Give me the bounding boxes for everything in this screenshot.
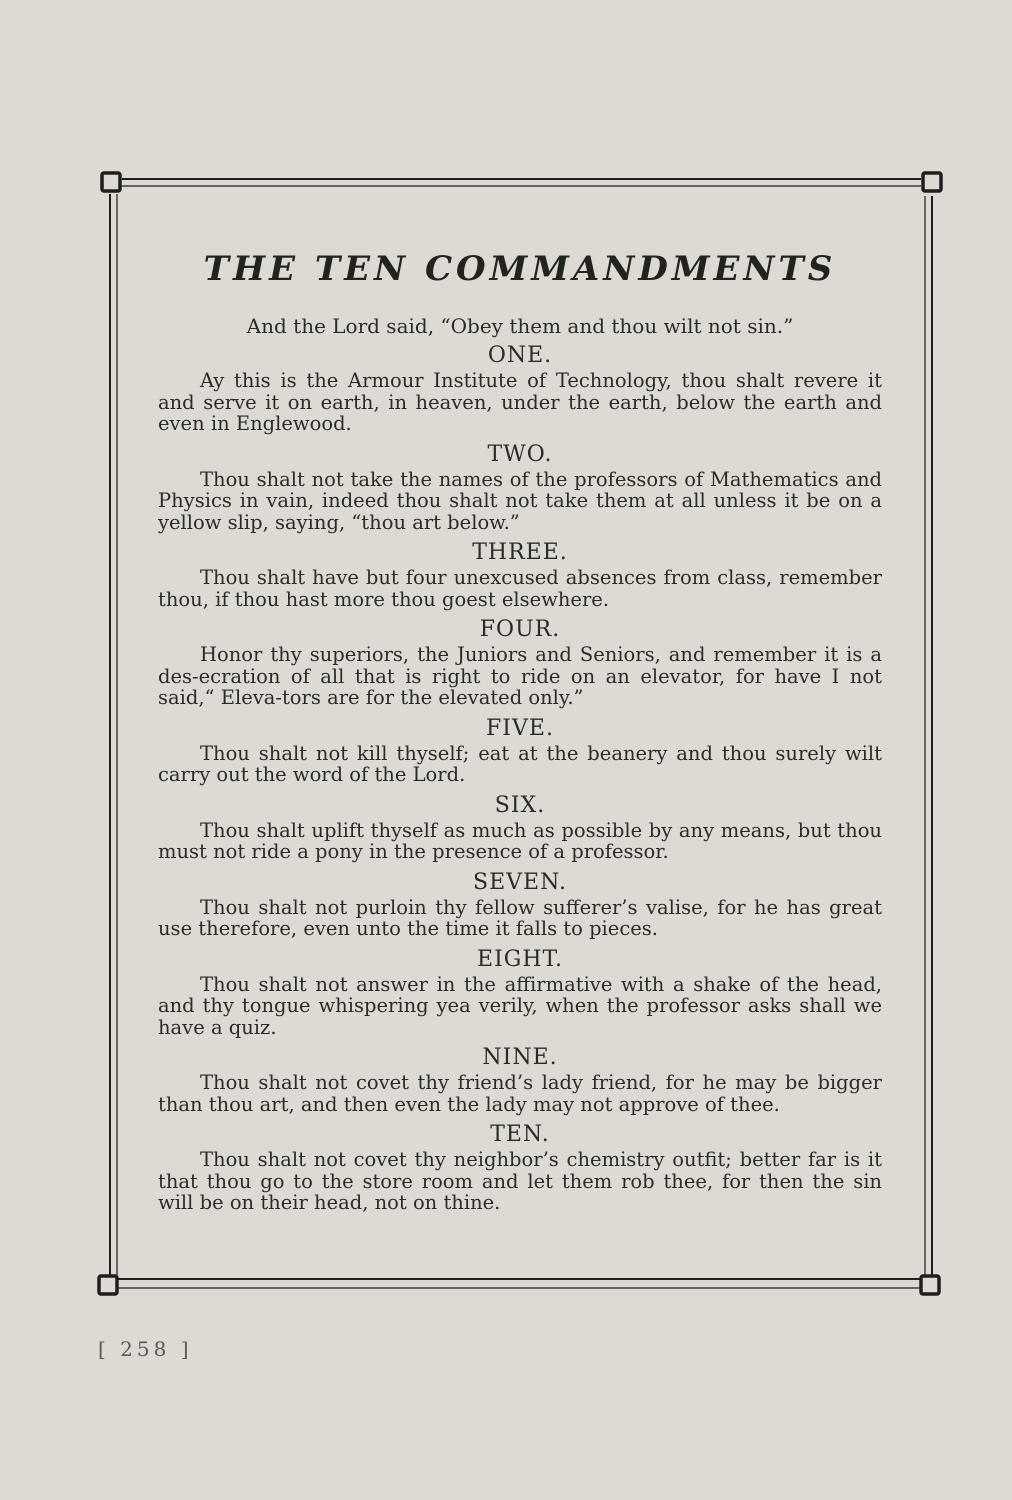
commandment-text: Thou shalt not purloin thy fellow sufferer’s valise, for he has great use therefore, even unto the time it falls to pieces. [158,895,882,940]
commandment-3 [158,541,882,610]
page-subtitle: And the Lord said, “Obey them and thou wilt not sin.” [246,314,794,338]
commandment-10 [158,1123,882,1214]
commandment-heading: FOUR. [479,617,561,642]
commandment-text: Thou shalt not covet thy neighbor’s chemistry outfit; better far is it that thou go to the store room and let them rob thee, for then the sin will be on their head, not on thine. [158,1148,882,1214]
page-number: [ 258 ] [98,1337,193,1361]
commandment-text: Thou shalt not kill thyself; eat at the beanery and thou surely wilt carry out the word of the Lord. [158,741,882,786]
commandment-1 [158,344,882,435]
commandment-5 [158,717,882,786]
commandment-heading: ONE. [487,343,553,368]
commandment-heading: THREE. [472,540,568,565]
commandment-text: Thou shalt have but four unexcused absences from class, remember thou, if thou hast more thou goest elsewhere. [158,566,882,611]
commandment-heading: FIVE. [486,715,554,741]
commandment-text: Thou shalt not answer in the affirmative with a shake of the head, and thy tongue whispering yea verily, when the professor asks shall we have a quiz. [158,972,882,1039]
commandment-2 [158,443,882,534]
commandment-text: Ay this is the Armour Institute of Technology, thou shalt revere it and serve it on earth, in heaven, under the earth, below the earth and even in Englewood. [158,369,882,435]
commandment-text: Honor thy superiors, the Juniors and Seniors, and remember it is a des-ecration of all that is right to ride on an elevator, for have I not said,“ Eleva-tors are for the elevated only.” [158,643,882,709]
commandment-heading: SEVEN. [473,869,567,895]
commandment-heading: TEN. [490,1122,550,1147]
page-content [158,242,882,1222]
commandment-text: Thou shalt uplift thyself as much as possible by any means, but thou must not ride a pony in the presence of a professor. [158,818,882,863]
commandment-4 [158,618,882,709]
commandment-7 [158,871,882,940]
commandment-heading: EIGHT. [477,946,563,972]
commandment-9 [158,1046,882,1115]
commandment-6 [158,794,882,863]
commandment-heading: NINE. [482,1045,558,1070]
commandment-heading: SIX. [494,792,546,818]
commandment-text: Thou shalt not covet thy friend’s lady friend, for he may be bigger than thou art, and then even the lady may not approve of thee. [158,1071,882,1116]
commandment-heading: TWO. [487,441,553,467]
page-title: THE TEN COMMANDMENTS [203,249,837,289]
commandment-8 [158,948,882,1039]
commandment-text: Thou shalt not take the names of the professors of Mathematics and Physics in vain, indeed thou shalt not take them at all unless it be on a yellow slip, saying, “thou art below.” [158,467,882,534]
